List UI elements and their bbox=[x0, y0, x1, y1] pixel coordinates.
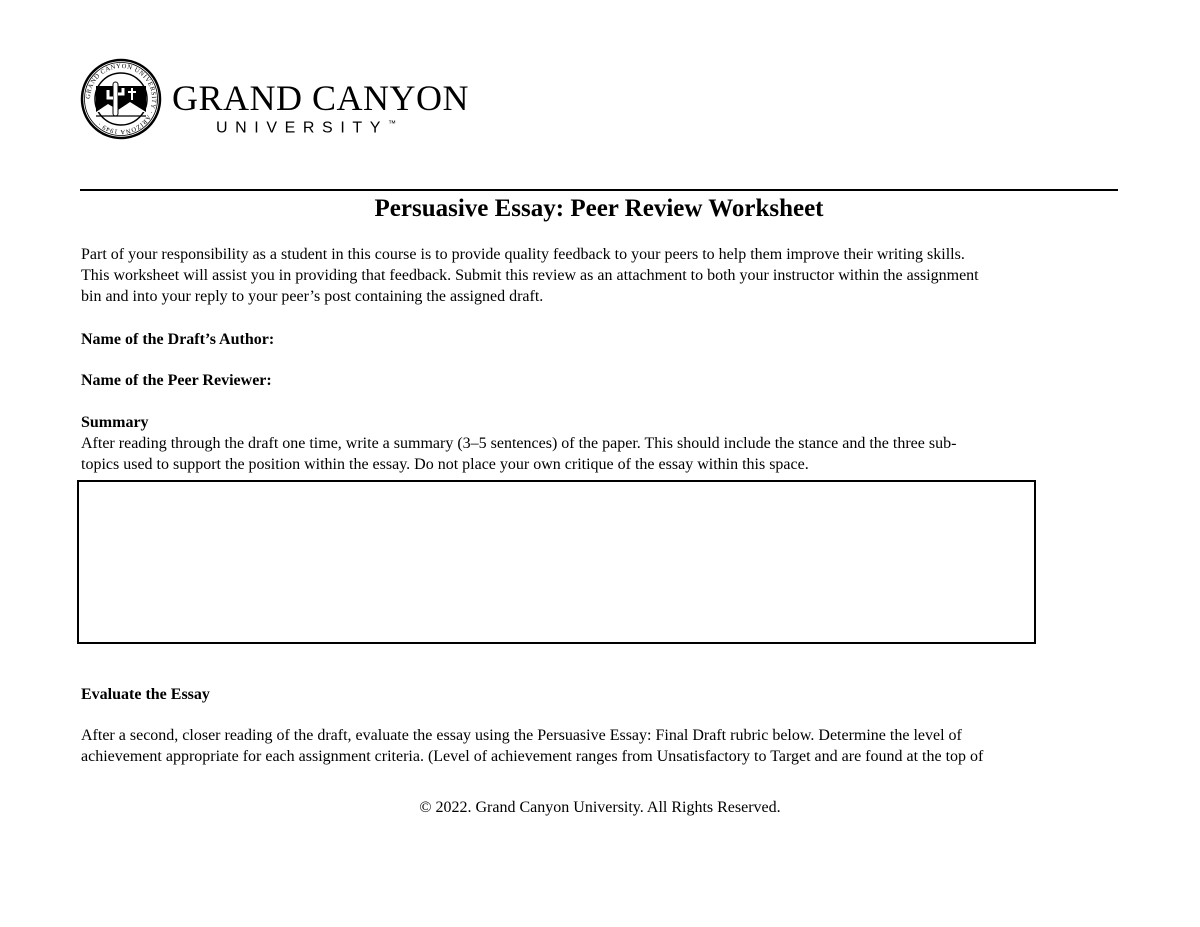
university-seal-icon bbox=[80, 58, 162, 140]
evaluate-instructions-line-2: achievement appropriate for each assignment criteria. (Level of achievement ranges from Unsatisfactory to Target and are found at the top of bbox=[81, 748, 984, 765]
university-logo bbox=[80, 58, 470, 142]
author-field[interactable] bbox=[81, 329, 274, 350]
summary-instructions-line-1: After reading through the draft one time, write a summary (3–5 sentences) of the paper. This should include the stance and the three sub- bbox=[81, 435, 957, 452]
author-label: Name of the Draft’s Author: bbox=[81, 331, 275, 348]
logo-wordmark-grand-canyon: GRAND CANYON bbox=[172, 78, 470, 118]
trademark-symbol: ™ bbox=[388, 119, 397, 128]
intro-line-2: This worksheet will assist you in providing that feedback. Submit this review as an attachment to both your instructor within the assignment bbox=[81, 267, 979, 284]
evaluate-instructions-line-1: After a second, closer reading of the draft, evaluate the essay using the Persuasive Essay: Final Draft rubric below. Determine the level of bbox=[81, 727, 962, 744]
intro-line-3: bin and into your reply to your peer’s post containing the assigned draft. bbox=[81, 288, 544, 305]
reviewer-field[interactable] bbox=[81, 370, 272, 391]
document-title: Persuasive Essay: Peer Review Worksheet bbox=[374, 195, 824, 222]
evaluate-heading: Evaluate the Essay bbox=[81, 686, 210, 703]
summary-instructions-line-2: topics used to support the position within the essay. Do not place your own critique of the essay within this space. bbox=[81, 456, 809, 473]
svg-text:GRAND CANYON UNIVERSITY · ARIZ: GRAND CANYON UNIVERSITY · ARIZONA 1949 · bbox=[84, 62, 158, 136]
title-divider bbox=[80, 189, 1118, 191]
reviewer-label: Name of the Peer Reviewer: bbox=[81, 372, 272, 389]
summary-text-box[interactable] bbox=[77, 480, 1036, 644]
copyright-footer: © 2022. Grand Canyon University. All Rights Reserved. bbox=[419, 799, 781, 816]
summary-heading: Summary bbox=[81, 414, 149, 431]
intro-line-1: Part of your responsibility as a student in this course is to provide quality feedback to your peers to help them improve their writing skills. bbox=[81, 246, 965, 263]
logo-wordmark-university: UNIVERSITY™ bbox=[216, 119, 397, 137]
